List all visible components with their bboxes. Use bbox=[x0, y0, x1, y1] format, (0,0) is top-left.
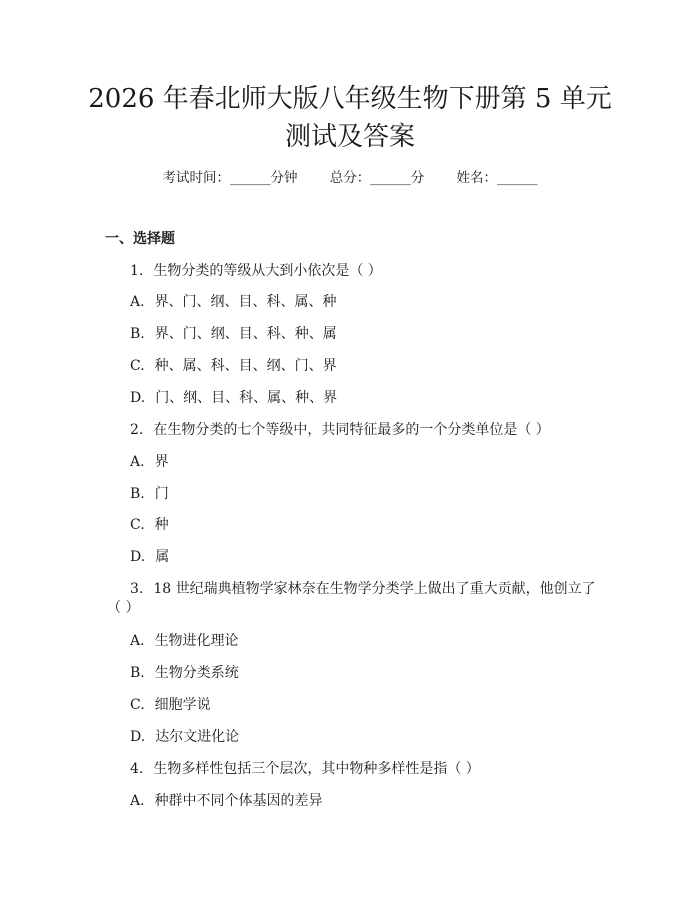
option-text: 达尔文进化论 bbox=[155, 729, 240, 745]
option-item bbox=[130, 727, 239, 747]
question-2 bbox=[130, 420, 550, 440]
option-label: B. bbox=[130, 326, 145, 342]
option-item bbox=[130, 452, 169, 472]
option-label: B. bbox=[130, 486, 145, 502]
option-text: 门 bbox=[154, 486, 169, 502]
option-item bbox=[130, 663, 239, 683]
option-item bbox=[130, 695, 211, 715]
question-text-continued: （ ） bbox=[107, 600, 140, 616]
question-number: 2. bbox=[130, 422, 144, 438]
question-text: 生物多样性包括三个层次，其中物种多样性是指（ ） bbox=[153, 761, 480, 777]
option-text: 细胞学说 bbox=[154, 697, 211, 713]
option-text: 种群中不同个体基因的差异 bbox=[154, 793, 323, 809]
option-item bbox=[130, 356, 337, 376]
title-line-2: 测试及答案 bbox=[284, 122, 415, 152]
question-number: 3. bbox=[130, 581, 144, 597]
option-label: D. bbox=[130, 390, 146, 406]
option-item bbox=[130, 324, 337, 344]
option-label: A. bbox=[130, 633, 145, 649]
option-text: 门、纲、目、科、属、种、界 bbox=[155, 390, 338, 406]
option-item bbox=[130, 484, 169, 504]
option-item bbox=[130, 631, 239, 651]
option-text: 界、门、纲、目、科、种、属 bbox=[154, 326, 337, 342]
student-name: 姓名：______ bbox=[456, 170, 538, 186]
option-item bbox=[130, 515, 169, 535]
option-text: 种、属、科、目、纲、门、界 bbox=[154, 358, 337, 374]
question-4 bbox=[130, 759, 480, 779]
option-item bbox=[130, 791, 323, 811]
option-text: 生物进化理论 bbox=[154, 633, 239, 649]
section-heading: 一、选择题 bbox=[105, 231, 175, 247]
question-text: 18 世纪瑞典植物学家林奈在生物学分类学上做出了重大贡献，他创立了 bbox=[153, 581, 596, 597]
option-item bbox=[130, 388, 337, 408]
option-text: 生物分类系统 bbox=[154, 665, 239, 681]
question-text: 在生物分类的七个等级中，共同特征最多的一个分类单位是（ ） bbox=[153, 422, 550, 438]
page-title bbox=[60, 80, 640, 156]
option-label: A. bbox=[130, 454, 145, 470]
title-line-1: 2026 年春北师大版八年级生物下册第 5 单元 bbox=[88, 84, 612, 114]
question-text: 生物分类的等级从大到小依次是（ ） bbox=[153, 263, 382, 279]
exam-time: 考试时间：______分钟 bbox=[162, 170, 298, 186]
option-label: D. bbox=[130, 729, 146, 745]
option-label: A. bbox=[130, 793, 145, 809]
option-label: C. bbox=[130, 697, 145, 713]
option-label: A. bbox=[130, 294, 145, 310]
total-score: 总分：______分 bbox=[329, 170, 425, 186]
option-label: C. bbox=[130, 517, 145, 533]
option-item bbox=[130, 547, 169, 567]
option-text: 种 bbox=[154, 517, 169, 533]
question-1 bbox=[130, 261, 382, 281]
option-text: 属 bbox=[155, 549, 170, 565]
option-label: C. bbox=[130, 358, 145, 374]
question-3 bbox=[130, 579, 596, 599]
option-item bbox=[130, 292, 337, 312]
option-text: 界 bbox=[154, 454, 169, 470]
option-label: D. bbox=[130, 549, 146, 565]
question-number: 4. bbox=[130, 761, 144, 777]
exam-meta bbox=[0, 168, 700, 188]
question-number: 1. bbox=[130, 263, 144, 279]
option-label: B. bbox=[130, 665, 145, 681]
option-text: 界、门、纲、目、科、属、种 bbox=[154, 294, 337, 310]
